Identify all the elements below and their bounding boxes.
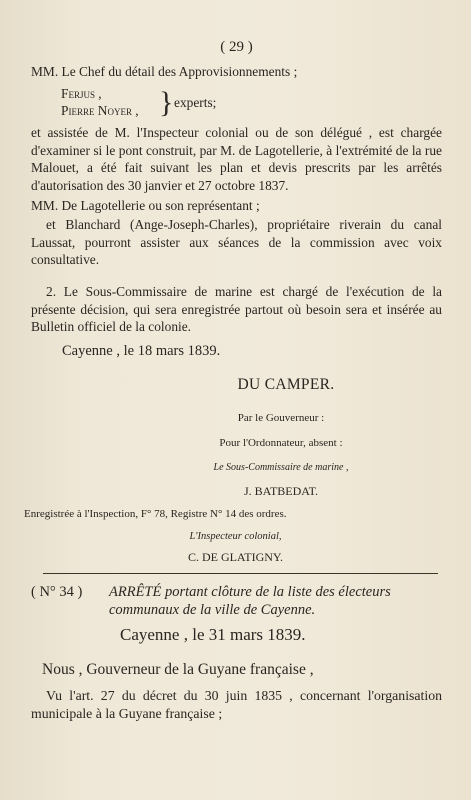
inspector-name: C. DE GLATIGNY. [187, 550, 284, 564]
section-divider [43, 573, 438, 574]
date-line-2: Cayenne , le 31 mars 1839. [120, 625, 306, 644]
arrete-number: ( N° 34 ) [31, 584, 83, 600]
signature-signer: J. BATBEDAT. [243, 484, 319, 498]
vu-line: Vu l'art. 27 du décret du 30 juin 1835 , concernant l'organisation municipale à la Guyane française ; [31, 688, 442, 721]
signature-name: DU CAMPER. [237, 376, 335, 393]
arrete-header [31, 583, 442, 619]
registration-line: Enregistrée à l'Inspection, F° 78, Registre N° 14 des ordres. [24, 508, 287, 520]
inspector-title: L'Inspecteur colonial, [189, 531, 282, 542]
paragraph-mm: MM. De Lagotellerie ou son représentant ; [31, 198, 260, 213]
arrete-title-line-1: ARRÊTÉ portant clôture de la liste des électeurs [109, 584, 391, 600]
signature-pour: Pour l'Ordonnateur, absent : [219, 437, 343, 449]
arrete-title-line-2: communaux de la ville de Cayenne. [109, 602, 316, 618]
paragraph-article-2: 2. Le Sous-Commissaire de marine est chargé de l'exécution de la présente décision, qui sera enregistrée partout où besoin sera et insérée au Bulletin officiel de la colonie. [31, 284, 442, 334]
date-line: Cayenne , le 18 mars 1839. [62, 343, 221, 359]
experts-label: experts; [174, 95, 217, 110]
paragraph-blanchard: et Blanchard (Ange-Joseph-Charles), propriétaire riverain du canal Laussat, pourront assister aux séances de la commission avec voix consultative. [31, 217, 442, 267]
nous-line: Nous , Gouverneur de la Guyane française , [42, 661, 314, 678]
intro-line: MM. Le Chef du détail des Approvisionnements ; [31, 64, 298, 79]
signature-title: Le Sous-Commissaire de marine , [213, 462, 349, 473]
experts-block [31, 85, 442, 123]
expert-name-2: Pierre Noyer , [61, 103, 139, 118]
expert-name-1: Ferjus , [61, 86, 102, 101]
signature-par: Par le Gouverneur : [237, 412, 325, 424]
brace-icon: } [159, 86, 174, 119]
page-number: ( 29 ) [220, 39, 253, 55]
paragraph-assistee: et assistée de M. l'Inspecteur colonial ou de son délégué , est chargée d'examiner si le pont construit, par M. de Lagotellerie, à l'extrémité de la rue Malouet, a été fait suivant les plan et devis prescrits par les arrêtés d'autorisation des 30 janvier et 27 octobre 1837. [31, 125, 442, 193]
